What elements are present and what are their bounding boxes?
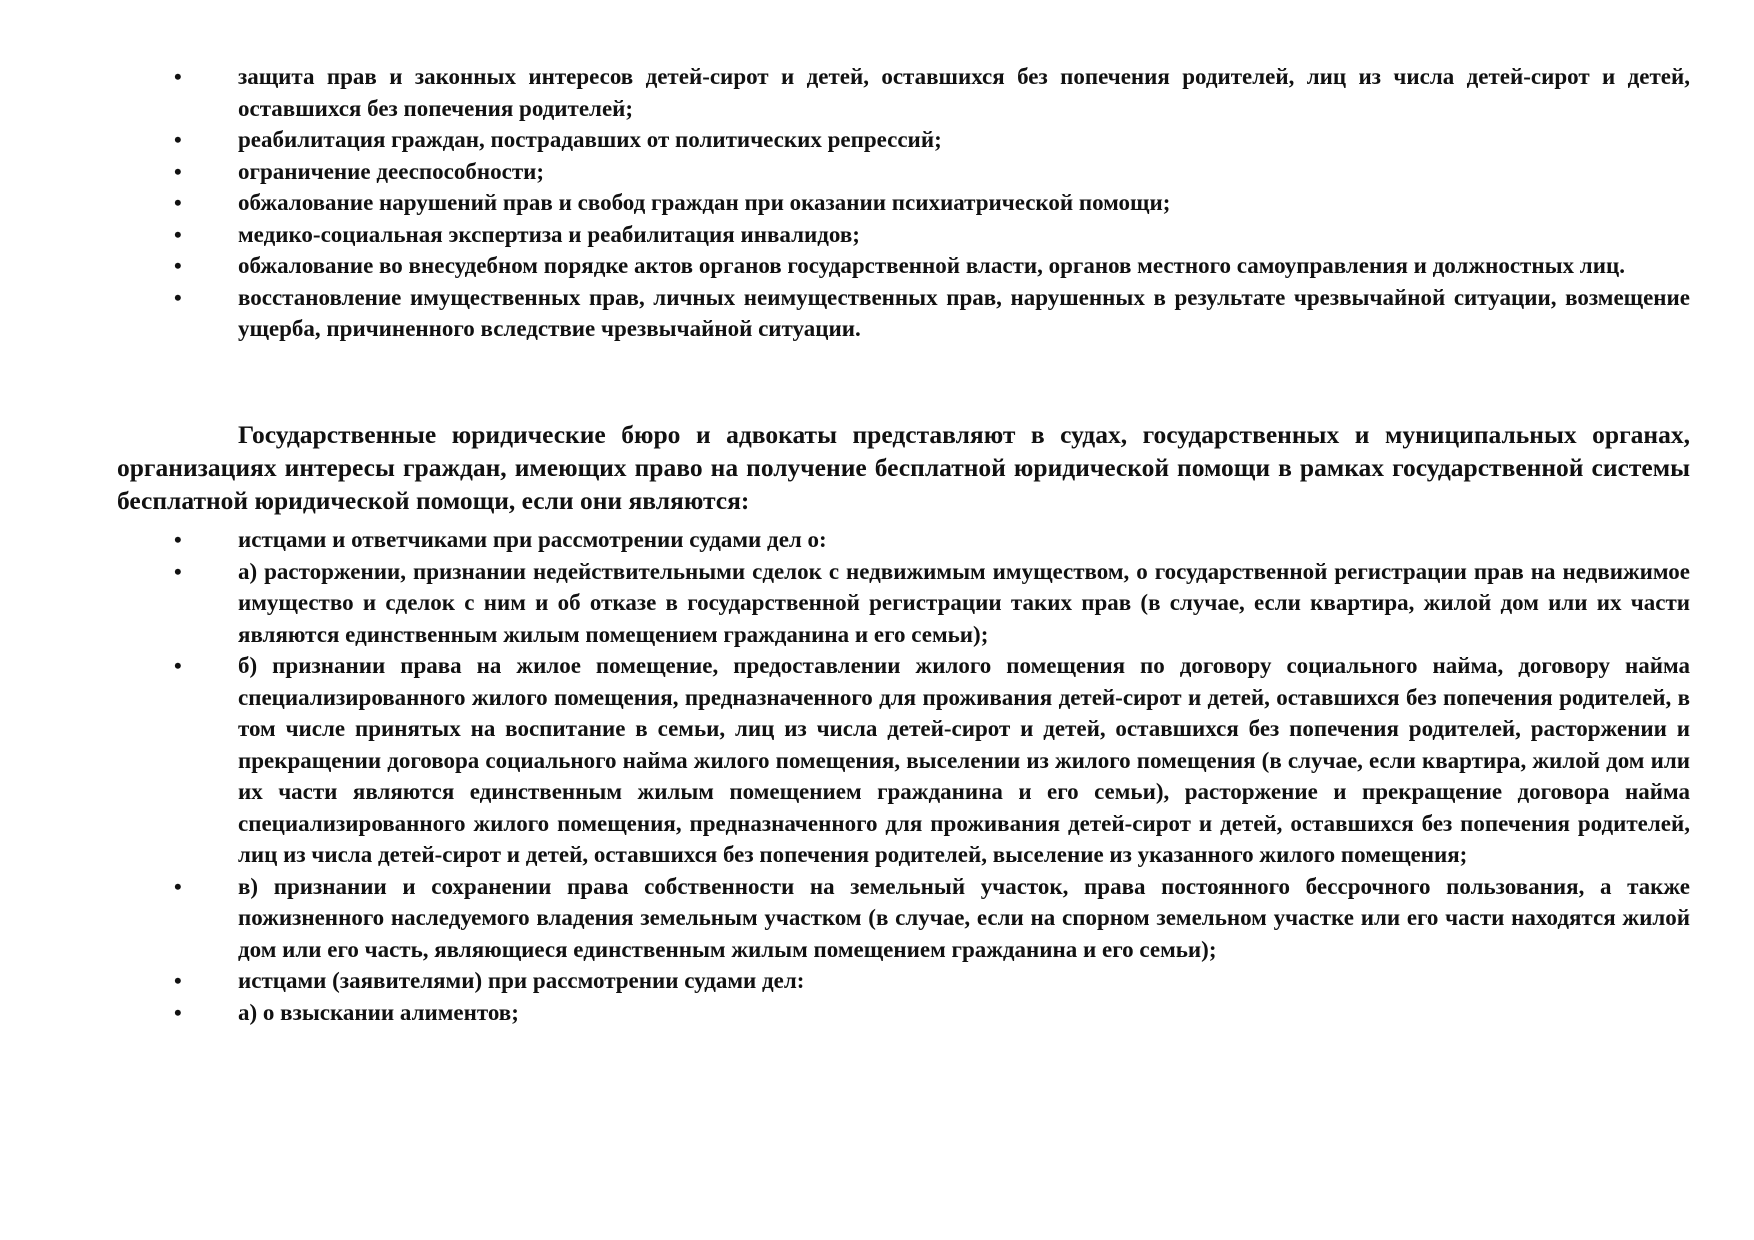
list-item-text: обжалование нарушений прав и свобод граждан при оказании психиатрической помощи; bbox=[238, 190, 1171, 215]
list-item bbox=[0, 124, 1754, 156]
list-item-text: истцами (заявителями) при рассмотрении судами дел: bbox=[238, 968, 805, 993]
list-item-text: б) признании права на жилое помещение, предоставлении жилого помещения по договору социального найма, договору найма специализированного жилого помещения, предназначенного для проживания детей-сирот и детей, оставшихся без попечения родителей, в том числе принятых на воспитание в семьи, лиц из числа детей-сирот и детей, оставшихся без попечения родителей, расторжении и прекращении договора социального найма жилого помещения, выселении из жилого помещения (в случае, если квартира, жилой дом или их части являются единственным жилым помещением гражданина и его семьи), расторжение и прекращение договора найма специализированного жилого помещения, предназначенного для проживания детей-сирот и детей, оставшихся без попечения родителей, лиц из числа детей-сирот и детей, оставшихся без попечения родителей, выселение из указанного жилого помещения; bbox=[238, 653, 1690, 867]
list-item-text: а) о взыскании алиментов; bbox=[238, 999, 519, 1025]
list-item bbox=[0, 156, 1754, 188]
list-item-text: восстановление имущественных прав, личных неимущественных прав, нарушенных в результате чрезвычайной ситуации, возмещение ущерба, причиненного вследствие чрезвычайной ситуации. bbox=[238, 284, 1690, 341]
list-item-text: в) признании и сохранении права собственности на земельный участок, права постоянного бессрочного пользования, а также пожизненного наследуемого владения земельным участком (в случае, если на спорном земельном участке или его части находятся жилой дом или его часть, являющиеся единственным жилым помещением гражданина и его семьи); bbox=[238, 873, 1690, 962]
bullet-icon: • bbox=[174, 127, 182, 152]
services-list bbox=[0, 61, 1754, 345]
list-item-text: ограничение дееспособности; bbox=[238, 158, 545, 184]
list-item-text: медико-социальная экспертиза и реабилитация инвалидов; bbox=[238, 221, 860, 247]
list-item bbox=[0, 997, 1754, 1029]
list-item bbox=[0, 219, 1754, 251]
bullet-icon: • bbox=[174, 284, 182, 310]
court-cases-list bbox=[0, 524, 1754, 1028]
bullet-icon: • bbox=[174, 873, 182, 899]
list-item bbox=[0, 524, 1754, 556]
list-item-text: истцами и ответчиками при рассмотрении судами дел о: bbox=[238, 527, 827, 552]
list-item-text: реабилитация граждан, пострадавших от политических репрессий; bbox=[238, 127, 942, 152]
list-item bbox=[0, 871, 1754, 966]
list-item-text: обжалование во внесудебном порядке актов органов государственной власти, органов местного самоуправления и должностных лиц. bbox=[238, 253, 1625, 278]
bullet-icon: • bbox=[174, 253, 182, 278]
bullet-icon: • bbox=[174, 527, 182, 552]
bullet-icon: • bbox=[174, 653, 182, 678]
list-item bbox=[0, 187, 1754, 219]
list-item bbox=[0, 61, 1754, 124]
representation-paragraph: Государственные юридические бюро и адвокаты представляют в судах, государственных и муниципальных органах, организациях интересы граждан, имеющих право на получение бесплатной юридической помощи в рамках государственной системы бесплатной юридической помощи, если они являются: bbox=[117, 420, 1690, 515]
list-item-text: а) расторжении, признании недействительными сделок с недвижимым имуществом, о государственной регистрации прав на недвижимое имущество и сделок с ним и об отказе в государственной регистрации таких прав (в случае, если квартира, жилой дом или их части являются единственным жилым помещением гражданина и его семьи); bbox=[238, 558, 1690, 647]
bullet-icon: • bbox=[174, 158, 182, 184]
bullet-icon: • bbox=[174, 190, 182, 215]
list-item bbox=[0, 556, 1754, 651]
list-item bbox=[0, 650, 1754, 871]
list-item bbox=[0, 282, 1754, 345]
bullet-icon: • bbox=[174, 64, 182, 89]
list-item-text: защита прав и законных интересов детей-сирот и детей, оставшихся без попечения родителей, лиц из числа детей-сирот и детей, оставшихся без попечения родителей; bbox=[238, 64, 1690, 121]
bullet-icon: • bbox=[174, 221, 182, 247]
bullet-icon: • bbox=[174, 999, 182, 1025]
bullet-icon: • bbox=[174, 968, 182, 993]
list-item bbox=[0, 965, 1754, 997]
bullet-icon: • bbox=[174, 558, 182, 584]
list-item bbox=[0, 250, 1754, 282]
